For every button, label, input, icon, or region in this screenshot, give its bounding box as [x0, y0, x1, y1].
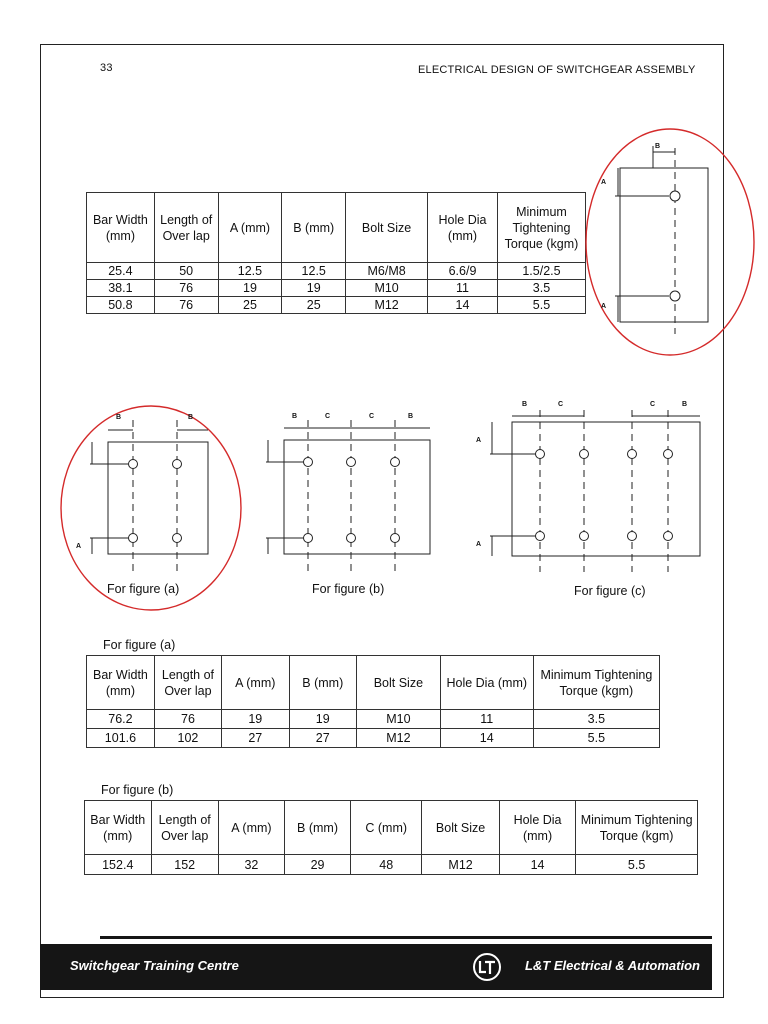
bolt-hole [670, 291, 680, 301]
bolt-hole [347, 534, 356, 543]
table-cell: 50.8 [87, 297, 155, 314]
table-cell: 29 [284, 855, 350, 875]
figure-caption-a: For figure (a) [107, 582, 180, 596]
bolt-hole [391, 534, 400, 543]
table-header: Bar Width (mm) [87, 193, 155, 263]
table-cell: 152 [151, 855, 218, 875]
table-cell: 3.5 [497, 280, 585, 297]
table-cell: 19 [282, 280, 346, 297]
table-header: A (mm) [222, 656, 289, 710]
busbar-outline [108, 442, 208, 554]
spec-table-3 [84, 800, 698, 875]
bolt-hole [580, 532, 589, 541]
table-header: B (mm) [284, 801, 350, 855]
table-cell: 11 [428, 280, 498, 297]
table-cell: 19 [289, 710, 356, 729]
table-cell: 50 [154, 263, 218, 280]
table-header-row [87, 656, 660, 710]
bolt-hole [580, 450, 589, 459]
table-header: A (mm) [218, 193, 282, 263]
table-cell: 25 [282, 297, 346, 314]
bolt-hole [304, 458, 313, 467]
dim-label-b: B [655, 143, 661, 150]
table-header: Minimum Tightening Torque (kgm) [533, 656, 659, 710]
dim-label-a: A [601, 179, 607, 186]
bolt-hole [391, 458, 400, 467]
dim-label-b: B [682, 401, 688, 408]
table-cell: 6.6/9 [428, 263, 498, 280]
table-header-row [87, 193, 586, 263]
table-row [87, 263, 586, 280]
table-header: Bar Width (mm) [85, 801, 152, 855]
table-cell: 101.6 [87, 729, 155, 748]
bolt-hole [347, 458, 356, 467]
table-caption-a: For figure (a) [103, 638, 176, 652]
table-cell: 19 [222, 710, 289, 729]
bolt-hole [664, 532, 673, 541]
table-cell: 76 [154, 280, 218, 297]
table-header: Bar Width (mm) [87, 656, 155, 710]
figure-caption-b: For figure (b) [312, 582, 385, 596]
table-cell: 14 [428, 297, 498, 314]
table-cell: 152.4 [85, 855, 152, 875]
table-header: Length of Over lap [151, 801, 218, 855]
spec-table-1 [86, 192, 586, 314]
table-header: Bolt Size [422, 801, 499, 855]
bolt-hole [129, 534, 138, 543]
table-cell: 5.5 [576, 855, 698, 875]
dim-label-c: C [325, 413, 331, 420]
spec-table-2 [86, 655, 660, 748]
dim-label-a: A [476, 437, 482, 444]
table-cell: 5.5 [497, 297, 585, 314]
bolt-hole [536, 450, 545, 459]
bolt-hole [129, 460, 138, 469]
table-header: C (mm) [351, 801, 422, 855]
dim-label-a: A [476, 541, 482, 548]
table-cell: 27 [289, 729, 356, 748]
table-cell: 102 [154, 729, 221, 748]
table-header: Minimum Tightening Torque (kgm) [576, 801, 698, 855]
table-cell: 14 [499, 855, 575, 875]
dim-label-b: B [522, 401, 528, 408]
table-row [87, 710, 660, 729]
page-number: 33 [100, 62, 113, 74]
table-cell: 76 [154, 297, 218, 314]
bolt-hole [173, 534, 182, 543]
table-header: A (mm) [218, 801, 284, 855]
annotation-circle [586, 129, 754, 355]
table-cell: 19 [218, 280, 282, 297]
dim-label-b: B [292, 413, 298, 420]
figure-caption-c: For figure (c) [574, 584, 646, 598]
table-cell: 3.5 [533, 710, 659, 729]
dim-label-a: A [76, 543, 82, 550]
table-cell: M10 [346, 280, 428, 297]
table-row [87, 297, 586, 314]
table-cell: 12.5 [218, 263, 282, 280]
dim-label-b: B [116, 414, 122, 421]
dim-label-b: B [188, 414, 194, 421]
table-row [87, 280, 586, 297]
table-header: B (mm) [282, 193, 346, 263]
overlap-figure-top [585, 128, 760, 358]
figure-c [470, 396, 702, 576]
bolt-hole [173, 460, 182, 469]
table-cell: M12 [422, 855, 499, 875]
dim-label-c: C [650, 401, 656, 408]
table-header-row [85, 801, 698, 855]
footer-rule [100, 936, 712, 939]
bolt-hole [628, 450, 637, 459]
table-cell: 11 [440, 710, 533, 729]
table-cell: 76 [154, 710, 221, 729]
dim-label-a: A [601, 303, 607, 310]
dim-label-c: C [558, 401, 564, 408]
bolt-hole [628, 532, 637, 541]
bolt-hole [536, 532, 545, 541]
table-cell: 14 [440, 729, 533, 748]
table-header: Hole Dia (mm) [428, 193, 498, 263]
table-cell: 25 [218, 297, 282, 314]
table-header: Minimum Tightening Torque (kgm) [497, 193, 585, 263]
bolt-hole [664, 450, 673, 459]
table-header: Hole Dia (mm) [499, 801, 575, 855]
table-row [87, 729, 660, 748]
footer-bar [40, 944, 712, 990]
figure-b [262, 406, 432, 576]
table-row [85, 855, 698, 875]
table-cell: M12 [357, 729, 441, 748]
table-caption-b: For figure (b) [101, 783, 174, 797]
table-cell: 32 [218, 855, 284, 875]
table-header: Length of Over lap [154, 656, 221, 710]
table-cell: 1.5/2.5 [497, 263, 585, 280]
dim-label-c: C [369, 413, 375, 420]
lt-logo-icon [472, 952, 502, 982]
table-header: Bolt Size [346, 193, 428, 263]
table-cell: 76.2 [87, 710, 155, 729]
table-cell: 38.1 [87, 280, 155, 297]
table-header: B (mm) [289, 656, 356, 710]
table-cell: 48 [351, 855, 422, 875]
table-header: Hole Dia (mm) [440, 656, 533, 710]
table-cell: 25.4 [87, 263, 155, 280]
bolt-hole [304, 534, 313, 543]
table-header: Length of Over lap [154, 193, 218, 263]
footer-right-text: L&T Electrical & Automation [524, 958, 700, 973]
table-cell: 27 [222, 729, 289, 748]
table-cell: M10 [357, 710, 441, 729]
bolt-hole [670, 191, 680, 201]
table-cell: 5.5 [533, 729, 659, 748]
dim-label-b: B [408, 413, 414, 420]
table-cell: M12 [346, 297, 428, 314]
table-header: Bolt Size [357, 656, 441, 710]
table-cell: M6/M8 [346, 263, 428, 280]
page-title: ELECTRICAL DESIGN OF SWITCHGEAR ASSEMBLY [418, 64, 696, 76]
busbar-outline [620, 168, 708, 322]
table-cell: 12.5 [282, 263, 346, 280]
annotation-circle [61, 406, 241, 610]
footer-left-text: Switchgear Training Centre [70, 958, 239, 973]
